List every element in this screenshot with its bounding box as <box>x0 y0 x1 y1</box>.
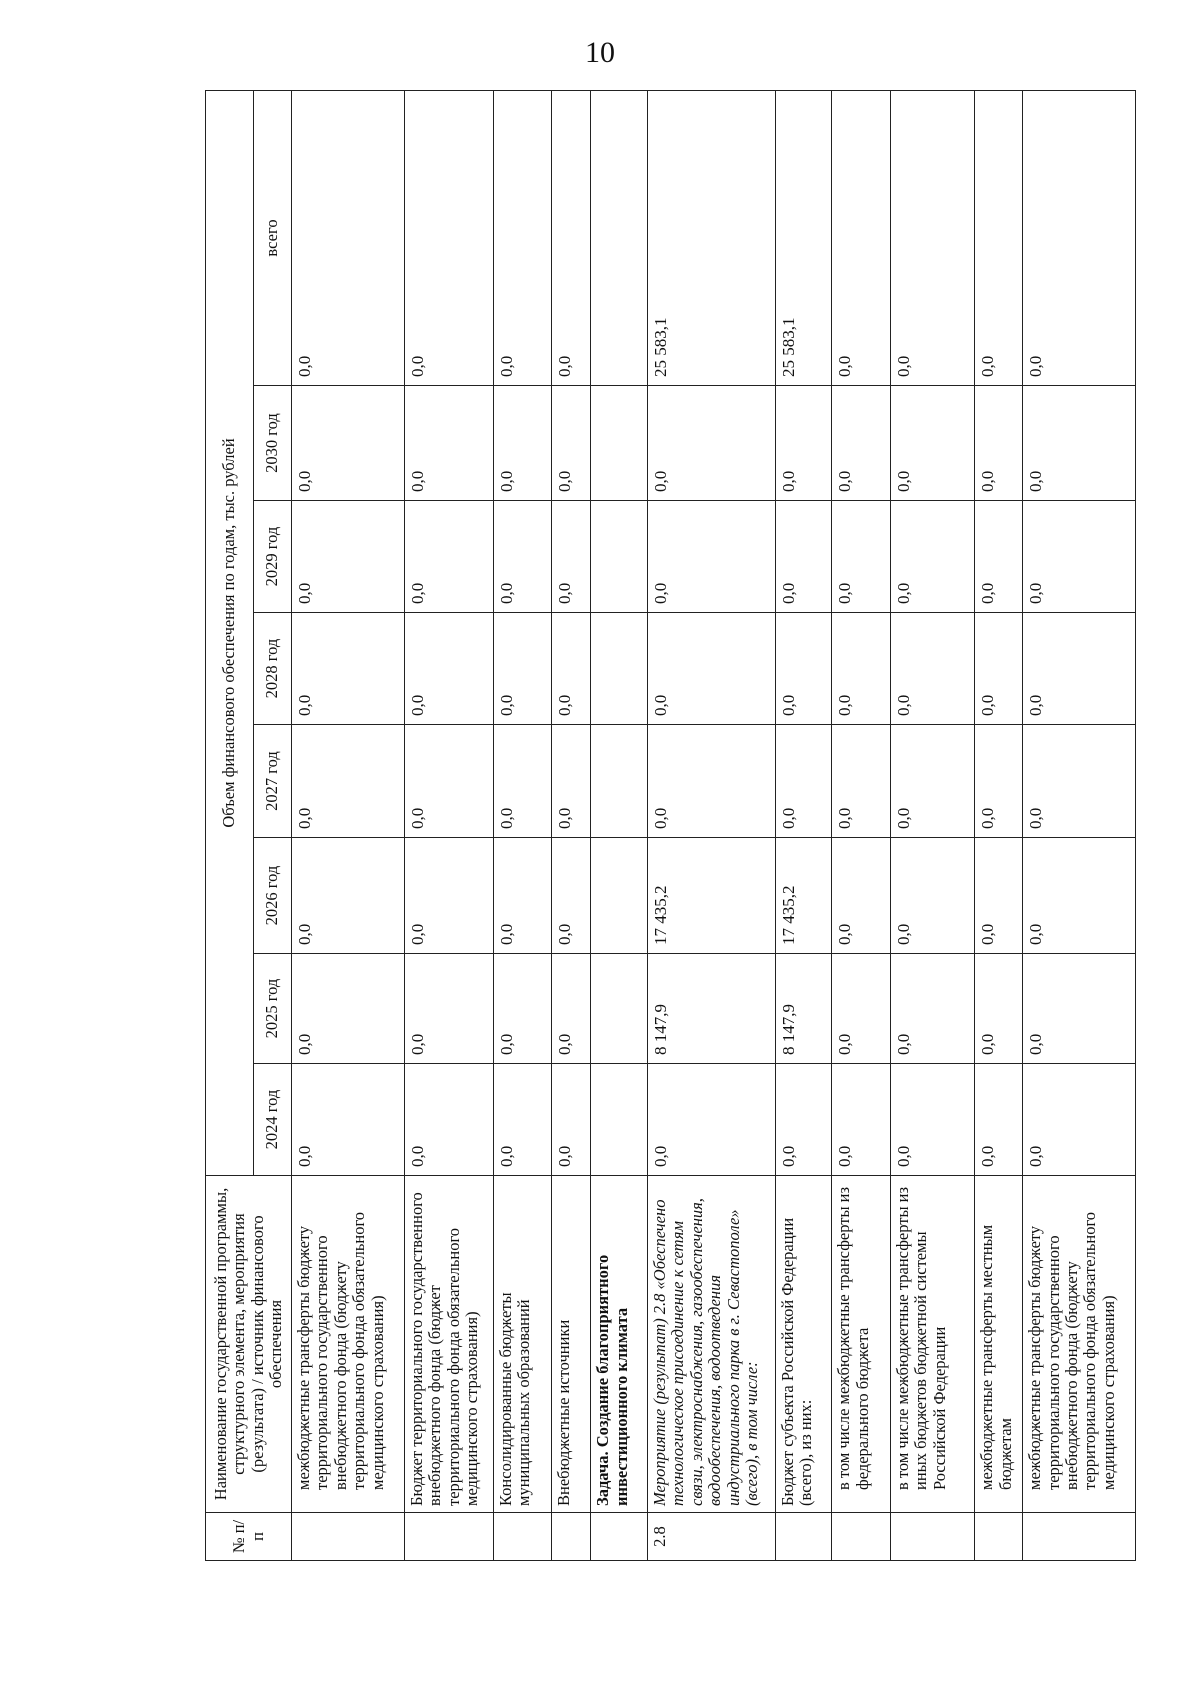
row-value-3: 0,0 <box>647 725 775 838</box>
row-value-7: 25 583,1 <box>647 91 775 386</box>
row-value-7: 0,0 <box>1023 91 1136 386</box>
header-name: Наименование государственной программы, структурного элемента, мероприятия (результата) / источник финансового обеспечения <box>206 1176 292 1513</box>
row-value-4: 0,0 <box>775 613 831 725</box>
row-value-0: 0,0 <box>552 1064 591 1176</box>
table-row <box>647 91 775 1561</box>
row-value-4: 0,0 <box>404 613 493 725</box>
row-value-5: 0,0 <box>890 501 975 613</box>
row-value-4: 0,0 <box>552 613 591 725</box>
row-value-5: 0,0 <box>832 501 891 613</box>
row-value-2: 0,0 <box>292 838 405 954</box>
row-name: Консолидированные бюджеты муниципальных образований <box>493 1176 552 1513</box>
row-value-6: 0,0 <box>647 386 775 501</box>
row-value-1: 8 147,9 <box>647 954 775 1064</box>
row-value-5: 0,0 <box>493 501 552 613</box>
row-number <box>890 1513 975 1561</box>
header-num: № п/п <box>206 1513 292 1561</box>
row-value-6: 0,0 <box>832 386 891 501</box>
row-value-6: 0,0 <box>493 386 552 501</box>
row-number <box>775 1513 831 1561</box>
row-value-7: 0,0 <box>493 91 552 386</box>
row-value-2: 0,0 <box>404 838 493 954</box>
row-value-3 <box>591 725 647 838</box>
row-value-3: 0,0 <box>552 725 591 838</box>
row-value-7: 25 583,1 <box>775 91 831 386</box>
row-name: Задача. Создание благоприятного инвестиционного климата <box>591 1176 647 1513</box>
row-value-1: 0,0 <box>890 954 975 1064</box>
header-volume: Объем финансового обеспечения по годам, тыс. рублей <box>206 91 254 1176</box>
table-row <box>975 91 1023 1561</box>
header-year-6: 2030 год <box>254 386 292 501</box>
row-value-3: 0,0 <box>975 725 1023 838</box>
row-value-1: 0,0 <box>552 954 591 1064</box>
row-value-5: 0,0 <box>552 501 591 613</box>
row-number: 2.8 <box>647 1513 775 1561</box>
row-value-2: 0,0 <box>552 838 591 954</box>
row-value-7: 0,0 <box>292 91 405 386</box>
row-value-4: 0,0 <box>647 613 775 725</box>
row-value-0: 0,0 <box>890 1064 975 1176</box>
row-value-3: 0,0 <box>493 725 552 838</box>
row-value-5: 0,0 <box>404 501 493 613</box>
header-year-7: всего <box>254 91 292 386</box>
row-value-4: 0,0 <box>292 613 405 725</box>
row-value-2: 0,0 <box>832 838 891 954</box>
row-value-4 <box>591 613 647 725</box>
row-value-3: 0,0 <box>890 725 975 838</box>
table-row <box>404 91 493 1561</box>
header-year-0: 2024 год <box>254 1064 292 1176</box>
row-value-3: 0,0 <box>1023 725 1136 838</box>
row-number <box>591 1513 647 1561</box>
row-number <box>1023 1513 1136 1561</box>
row-value-7 <box>591 91 647 386</box>
row-number <box>975 1513 1023 1561</box>
row-name: Внебюджетные источники <box>552 1176 591 1513</box>
row-value-4: 0,0 <box>890 613 975 725</box>
row-value-5: 0,0 <box>975 501 1023 613</box>
page-number: 10 <box>585 36 615 69</box>
row-value-6: 0,0 <box>292 386 405 501</box>
row-value-0: 0,0 <box>975 1064 1023 1176</box>
row-number <box>493 1513 552 1561</box>
row-value-5: 0,0 <box>647 501 775 613</box>
row-value-6: 0,0 <box>1023 386 1136 501</box>
table-row <box>493 91 552 1561</box>
row-name: в том числе межбюджетные трансферты из федерального бюджета <box>832 1176 891 1513</box>
header-year-4: 2028 год <box>254 613 292 725</box>
row-value-5 <box>591 501 647 613</box>
row-value-0: 0,0 <box>292 1064 405 1176</box>
row-value-6: 0,0 <box>552 386 591 501</box>
row-value-0: 0,0 <box>832 1064 891 1176</box>
row-value-0: 0,0 <box>1023 1064 1136 1176</box>
row-value-0: 0,0 <box>775 1064 831 1176</box>
row-value-1: 0,0 <box>832 954 891 1064</box>
row-value-6: 0,0 <box>775 386 831 501</box>
table-row <box>832 91 891 1561</box>
row-number <box>552 1513 591 1561</box>
row-name: Мероприятие (результат) 2.8 «Обеспечено технологическое присоединение к сетям связи, электроснабжения, газообеспечения, водообеспечения, водоотведения индустриального парка в г. Севастополе» (всего), в том числе: <box>647 1176 775 1513</box>
table-body <box>292 91 1136 1561</box>
row-value-2 <box>591 838 647 954</box>
row-value-4: 0,0 <box>832 613 891 725</box>
row-value-2: 0,0 <box>890 838 975 954</box>
row-name: Бюджет субъекта Российской Федерации (всего), из них: <box>775 1176 831 1513</box>
row-number <box>832 1513 891 1561</box>
row-name: межбюджетные трансферты бюджету территориального государственного внебюджетного фонда (бюджету территориального фонда обязательного медицинского страхования) <box>1023 1176 1136 1513</box>
row-value-1 <box>591 954 647 1064</box>
row-value-1: 8 147,9 <box>775 954 831 1064</box>
row-value-0: 0,0 <box>404 1064 493 1176</box>
row-value-4: 0,0 <box>493 613 552 725</box>
row-value-7: 0,0 <box>890 91 975 386</box>
header-year-2: 2026 год <box>254 838 292 954</box>
table-row <box>552 91 591 1561</box>
row-value-4: 0,0 <box>1023 613 1136 725</box>
header-year-5: 2029 год <box>254 501 292 613</box>
row-value-0 <box>591 1064 647 1176</box>
row-value-4: 0,0 <box>975 613 1023 725</box>
row-number <box>404 1513 493 1561</box>
row-value-1: 0,0 <box>404 954 493 1064</box>
row-value-6: 0,0 <box>890 386 975 501</box>
row-value-0: 0,0 <box>493 1064 552 1176</box>
row-value-1: 0,0 <box>1023 954 1136 1064</box>
row-value-6: 0,0 <box>975 386 1023 501</box>
table-row <box>890 91 975 1561</box>
row-value-5: 0,0 <box>292 501 405 613</box>
row-value-3: 0,0 <box>832 725 891 838</box>
row-number <box>292 1513 405 1561</box>
row-value-2: 0,0 <box>975 838 1023 954</box>
row-value-1: 0,0 <box>493 954 552 1064</box>
rotated-table-container <box>205 90 1136 1561</box>
row-value-7: 0,0 <box>552 91 591 386</box>
row-value-2: 0,0 <box>493 838 552 954</box>
row-name: межбюджетные трансферты бюджету территориального государственного внебюджетного фонда (бюджету территориального фонда обязательного медицинского страхования) <box>292 1176 405 1513</box>
row-value-2: 0,0 <box>1023 838 1136 954</box>
header-year-1: 2025 год <box>254 954 292 1064</box>
row-value-3: 0,0 <box>404 725 493 838</box>
table-row <box>591 91 647 1561</box>
row-value-7: 0,0 <box>404 91 493 386</box>
table-row <box>775 91 831 1561</box>
row-name: Бюджет территориального государственного внебюджетного фонда (бюджет территориального фонда обязательного медицинского страхования) <box>404 1176 493 1513</box>
row-value-6 <box>591 386 647 501</box>
row-value-2: 17 435,2 <box>647 838 775 954</box>
row-value-1: 0,0 <box>975 954 1023 1064</box>
financing-table <box>205 90 1136 1561</box>
table-row <box>1023 91 1136 1561</box>
row-value-2: 17 435,2 <box>775 838 831 954</box>
row-name: межбюджетные трансферты местным бюджетам <box>975 1176 1023 1513</box>
row-value-1: 0,0 <box>292 954 405 1064</box>
row-value-7: 0,0 <box>975 91 1023 386</box>
row-value-7: 0,0 <box>832 91 891 386</box>
row-value-5: 0,0 <box>1023 501 1136 613</box>
row-value-3: 0,0 <box>775 725 831 838</box>
row-value-0: 0,0 <box>647 1064 775 1176</box>
row-value-3: 0,0 <box>292 725 405 838</box>
row-name: в том числе межбюджетные трансферты из иных бюджетов бюджетной системы Российской Федерации <box>890 1176 975 1513</box>
row-value-6: 0,0 <box>404 386 493 501</box>
header-year-3: 2027 год <box>254 725 292 838</box>
table-row <box>292 91 405 1561</box>
row-value-5: 0,0 <box>775 501 831 613</box>
